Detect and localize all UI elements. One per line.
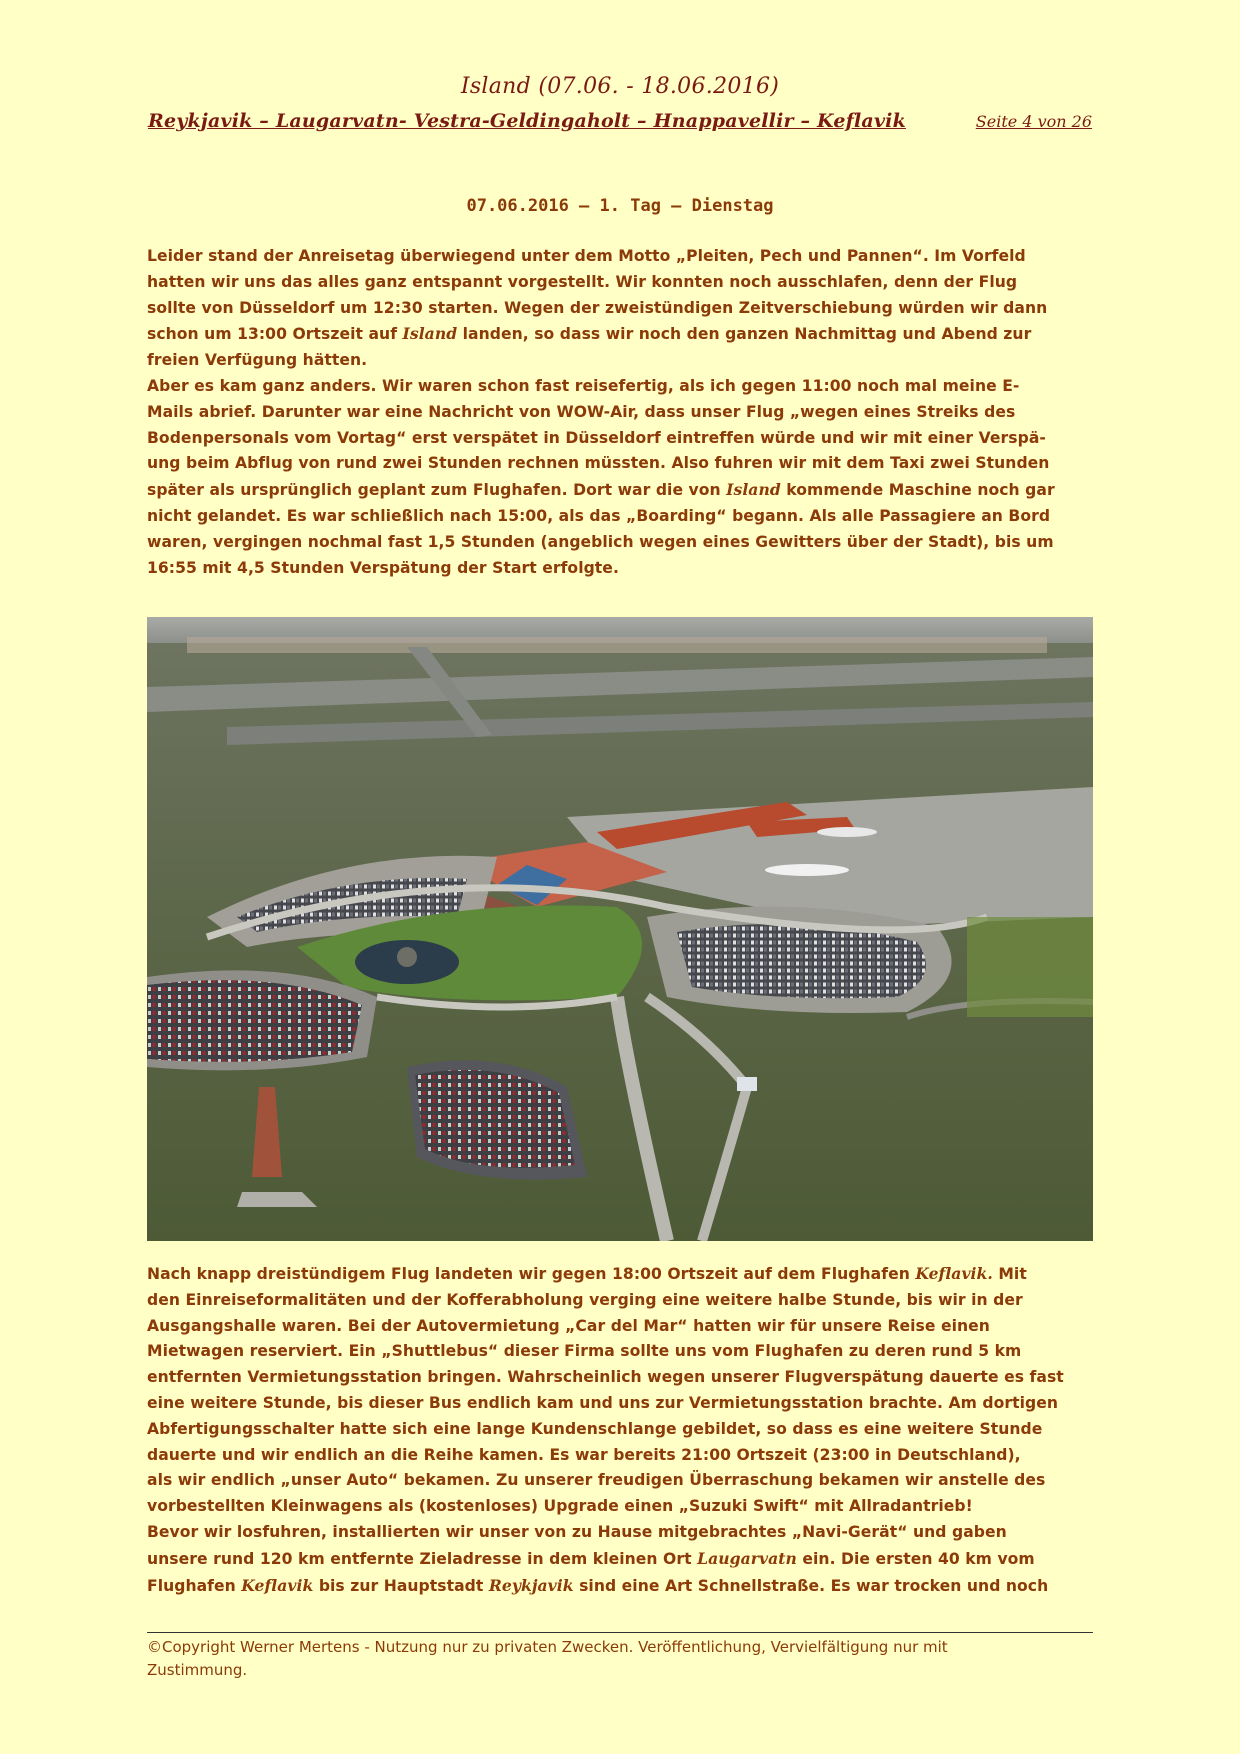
airport-aerial-photo <box>147 617 1093 1241</box>
paragraph-arrival-keflavik <box>147 1261 1093 1599</box>
text-line: vorbestellten Kleinwagens als (kostenloses) Upgrade einen „Suzuki Swift“ mit Allradantrieb! <box>147 1497 973 1516</box>
route-header <box>148 110 1092 132</box>
text-span: kommende Maschine noch gar <box>780 481 1055 500</box>
place-name: Laugarvatn <box>697 1548 797 1568</box>
copyright-footer <box>147 1636 1093 1682</box>
text-span: unsere rund 120 km entfernte Zieladresse in dem kleinen Ort <box>147 1549 698 1568</box>
text-span: Flughafen <box>147 1576 242 1595</box>
airplane <box>765 864 849 876</box>
text-line: freien Verfügung hätten. <box>147 351 368 370</box>
text-line: nicht gelandet. Es war schließlich nach 15:00, als das „Boarding“ begann. Als alle Passagiere an Bord <box>147 506 1051 525</box>
place-name: Keflavik <box>241 1575 314 1595</box>
text-line <box>147 1261 1093 1288</box>
sculpture <box>397 947 417 967</box>
text-line: Aber es kam ganz anders. Wir waren schon fast reisefertig, als ich gegen 11:00 noch mal meine E- <box>147 376 1020 395</box>
text-line <box>147 1573 1093 1600</box>
text-line: Bevor wir losfuhren, installierten wir unser von zu Hause mitgebrachtes „Navi-Gerät“ und gaben <box>147 1522 1007 1541</box>
text-span: landen, so dass wir noch den ganzen Nachmittag und Abend zur <box>457 325 1032 344</box>
text-line <box>147 1546 1093 1573</box>
text-line: hatten wir uns das alles ganz entspannt vorgestellt. Wir konnten noch ausschlafen, denn der Flug <box>147 272 1018 291</box>
footer-divider <box>147 1632 1093 1633</box>
text-line: als wir endlich „unser Auto“ bekamen. Zu unserer freudigen Überraschung bekamen wir anstelle des <box>147 1471 1046 1490</box>
text-line: ung beim Abflug von rund zwei Stunden rechnen müssten. Also fuhren wir mit dem Taxi zwei Stunden <box>147 454 1050 473</box>
text-line: Mietwagen reserviert. Ein „Shuttlebus“ dieser Firma sollte uns vom Flughafen zu deren rund 5 km <box>147 1342 1022 1361</box>
green-field <box>967 917 1093 1017</box>
text-line: Mails abrief. Darunter war eine Nachricht von WOW-Air, dass unser Flug „wegen eines Streiks des <box>147 402 1016 421</box>
text-line: den Einreiseformalitäten und der Kofferabholung verging eine weitere halbe Stunde, bis wir in der <box>147 1290 1023 1309</box>
distant-town <box>187 637 1047 653</box>
text-line: Abfertigungsschalter hatte sich eine lange Kundenschlange gebildet, so dass es eine weitere Stunde <box>147 1419 1043 1438</box>
airplane <box>817 827 877 837</box>
footer-line: Zustimmung. <box>147 1661 248 1679</box>
text-line: eine weitere Stunde, bis dieser Bus endlich kam und uns zur Vermietungsstation brachte. Am dortigen <box>147 1393 1058 1412</box>
text-line: sollte von Düsseldorf um 12:30 starten. Wegen der zweistündigen Zeitverschiebung würden wir dann <box>147 298 1048 317</box>
document-title: Island (07.06. - 18.06.2016) <box>460 74 780 99</box>
road-sign <box>737 1077 757 1091</box>
text-line: entfernten Vermietungsstation bringen. Wahrscheinlich wegen unserer Flugverspätung dauerte es fast <box>147 1368 1064 1387</box>
route-line: Reykjavik – Laugarvatn- Vestra-Geldingaholt – Hnappavellir – Keflavik <box>148 110 906 132</box>
text-line <box>147 477 1093 504</box>
day-title: 07.06.2016 – 1. Tag – Dienstag <box>466 196 774 216</box>
text-line: waren, vergingen nochmal fast 1,5 Stunden (angeblich wegen eines Gewitters über der Stadt), bis um <box>147 532 1054 551</box>
text-line: dauerte und wir endlich an die Reihe kamen. Es war bereits 21:00 Ortszeit (23:00 in Deutschland), <box>147 1445 1021 1464</box>
text-line: Bodenpersonals vom Vortag“ erst verspätet in Düsseldorf eintreffen würde und wir mit einer Verspä- <box>147 428 1046 447</box>
text-span: später als ursprünglich geplant zum Flughafen. Dort war die von <box>147 481 727 500</box>
place-name: Island <box>402 324 458 344</box>
paragraph-arrival-day <box>147 244 1093 581</box>
place-name: Reykjavik <box>488 1575 574 1595</box>
text-span: Mit <box>992 1265 1027 1283</box>
page-number: Seite 4 von 26 <box>975 112 1092 131</box>
text-line: Ausgangshalle waren. Bei der Autovermietung „Car del Mar“ hatten wir für unsere Reise einen <box>147 1316 990 1335</box>
text-span: Nach knapp dreistündigem Flug landeten wir gegen 18:00 Ortszeit auf dem Flughafen <box>147 1265 916 1283</box>
text-span: bis zur Hauptstadt <box>313 1576 489 1595</box>
text-span: sind eine Art Schnellstraße. Es war trocken und noch <box>573 1576 1049 1595</box>
text-line <box>147 321 1093 348</box>
place-name: Keflavik. <box>915 1264 993 1283</box>
text-line: 16:55 mit 4,5 Stunden Verspätung der Start erfolgte. <box>147 558 619 577</box>
text-span: ein. Die ersten 40 km vom <box>796 1549 1035 1568</box>
footer-line: ©Copyright Werner Mertens - Nutzung nur zu privaten Zwecken. Veröffentlichung, Vervielfältigung nur mit <box>147 1638 948 1656</box>
place-name: Island <box>726 480 781 500</box>
text-line: Leider stand der Anreisetag überwiegend unter dem Motto „Pleiten, Pech und Pannen“. Im Vorfeld <box>147 247 1026 265</box>
text-span: schon um 13:00 Ortszeit auf <box>147 325 403 344</box>
